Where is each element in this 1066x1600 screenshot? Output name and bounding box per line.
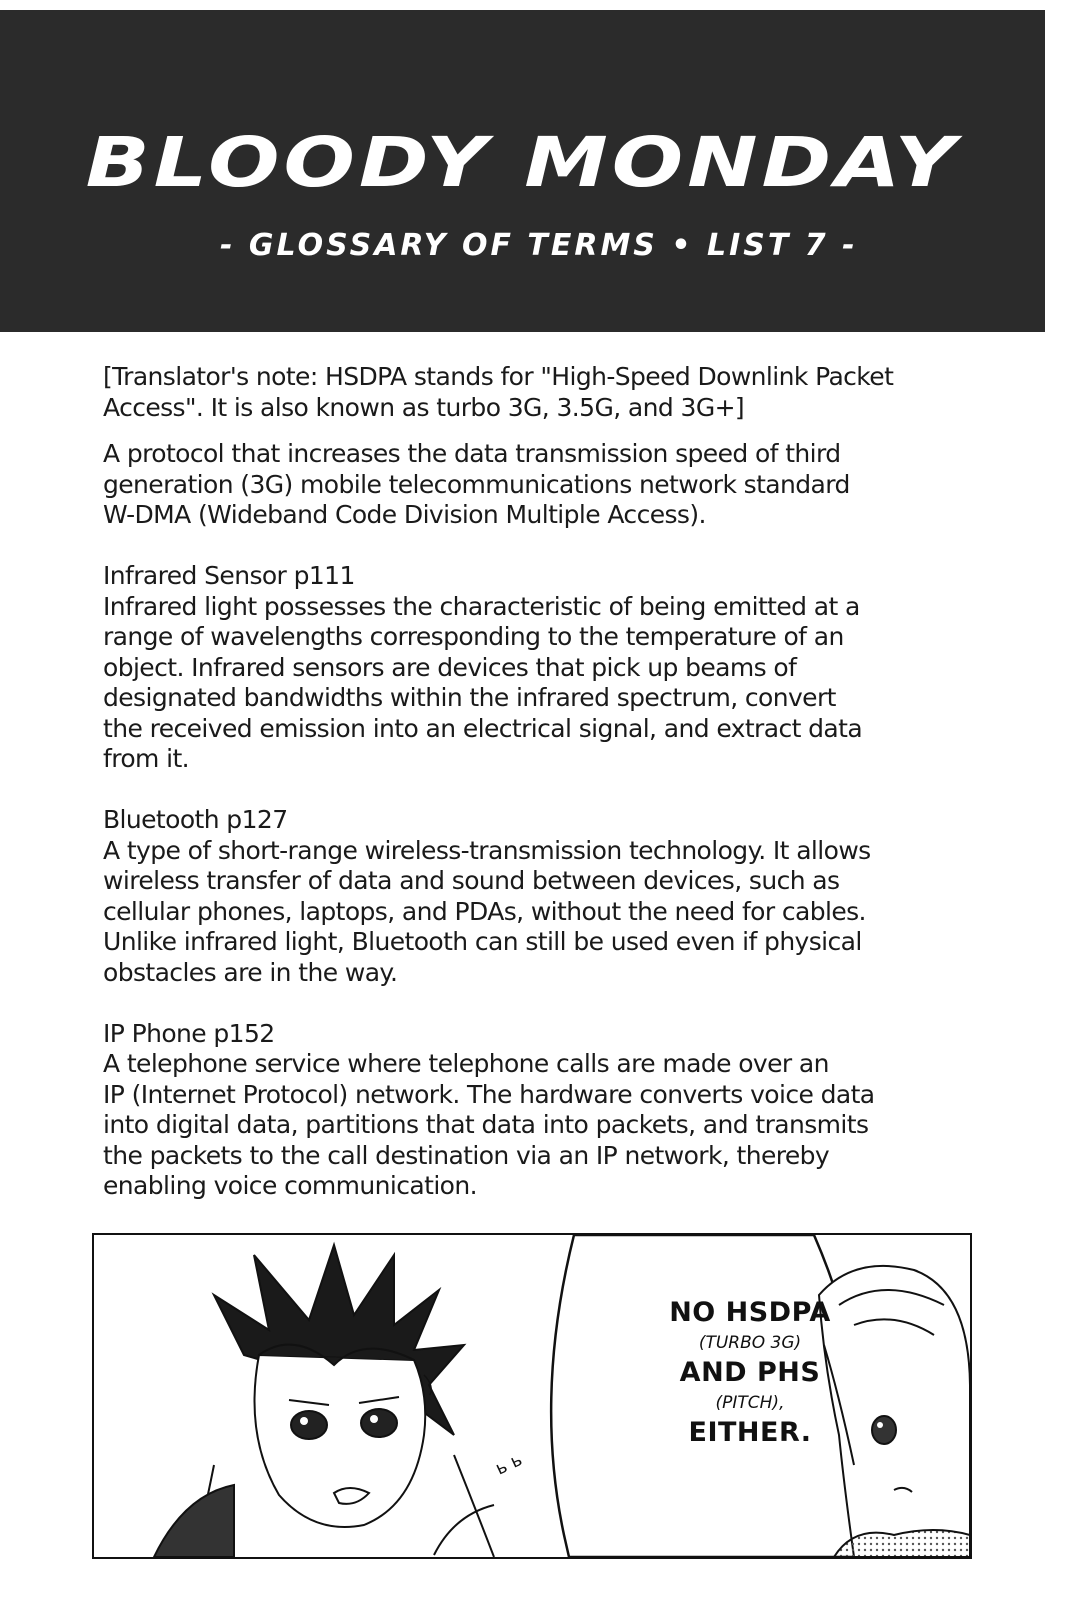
bubble-line: NO HSDPA bbox=[669, 1297, 831, 1328]
text-line: W-DMA (Wideband Code Division Multiple Access). bbox=[103, 500, 706, 529]
glossary-entry-ip-phone bbox=[103, 1019, 983, 1202]
bubble-line: (TURBO 3G) bbox=[698, 1333, 802, 1353]
glossary-entry-bluetooth bbox=[103, 805, 983, 988]
page-subtitle: - GLOSSARY OF TERMS • LIST 7 - bbox=[220, 228, 858, 263]
text-line: object. Infrared sensors are devices that pick up beams of bbox=[103, 652, 797, 682]
text-line: wireless transfer of data and sound between devices, such as bbox=[103, 866, 840, 895]
entry-heading: IP Phone p152 bbox=[103, 1018, 275, 1048]
glossary-entry-hsdpa bbox=[103, 439, 983, 531]
text-line: A protocol that increases the data transmission speed of third bbox=[103, 439, 841, 468]
manga-panel bbox=[92, 1233, 972, 1559]
text-line: Access". It is also known as turbo 3G, 3.5G, and 3G+] bbox=[103, 392, 745, 422]
text-line: range of wavelengths corresponding to the temperature of an bbox=[103, 622, 844, 651]
title-banner bbox=[0, 10, 1045, 332]
text-line: A type of short-range wireless-transmission technology. It allows bbox=[103, 835, 871, 865]
bubble-line: EITHER. bbox=[688, 1417, 812, 1448]
text-line: into digital data, partitions that data into packets, and transmits bbox=[103, 1110, 869, 1139]
text-line: enabling voice communication. bbox=[103, 1171, 477, 1200]
entry-heading: Bluetooth p127 bbox=[103, 805, 288, 834]
entry-heading: Infrared Sensor p111 bbox=[103, 561, 355, 590]
boy-character bbox=[154, 1245, 494, 1557]
text-line: designated bandwidths within the infrared spectrum, convert bbox=[103, 683, 836, 712]
sound-effect: ь ь bbox=[492, 1449, 526, 1480]
text-line: [Translator's note: HSDPA stands for "High-Speed Downlink Packet bbox=[103, 362, 894, 391]
page-title: BLOODY MONDAY bbox=[85, 122, 960, 203]
text-line: A telephone service where telephone calls are made over an bbox=[103, 1049, 829, 1078]
text-line: from it. bbox=[103, 744, 190, 773]
text-line: obstacles are in the way. bbox=[103, 957, 398, 987]
glossary-body bbox=[103, 362, 983, 1202]
glossary-entry-infrared bbox=[103, 561, 983, 775]
text-line: the packets to the call destination via an IP network, thereby bbox=[103, 1140, 830, 1170]
translator-note bbox=[103, 362, 983, 423]
text-line: Unlike infrared light, Bluetooth can still be used even if physical bbox=[103, 927, 862, 956]
text-line: Infrared light possesses the characteristic of being emitted at a bbox=[103, 591, 860, 621]
text-line: IP (Internet Protocol) network. The hardware converts voice data bbox=[103, 1079, 875, 1109]
bubble-line: AND PHS bbox=[679, 1357, 821, 1388]
text-line: the received emission into an electrical signal, and extract data bbox=[103, 713, 863, 743]
bubble-line: (PITCH), bbox=[715, 1393, 785, 1413]
speech-bubble-text bbox=[650, 1297, 850, 1449]
text-line: generation (3G) mobile telecommunications network standard bbox=[103, 469, 850, 499]
text-line: cellular phones, laptops, and PDAs, without the need for cables. bbox=[103, 896, 866, 926]
